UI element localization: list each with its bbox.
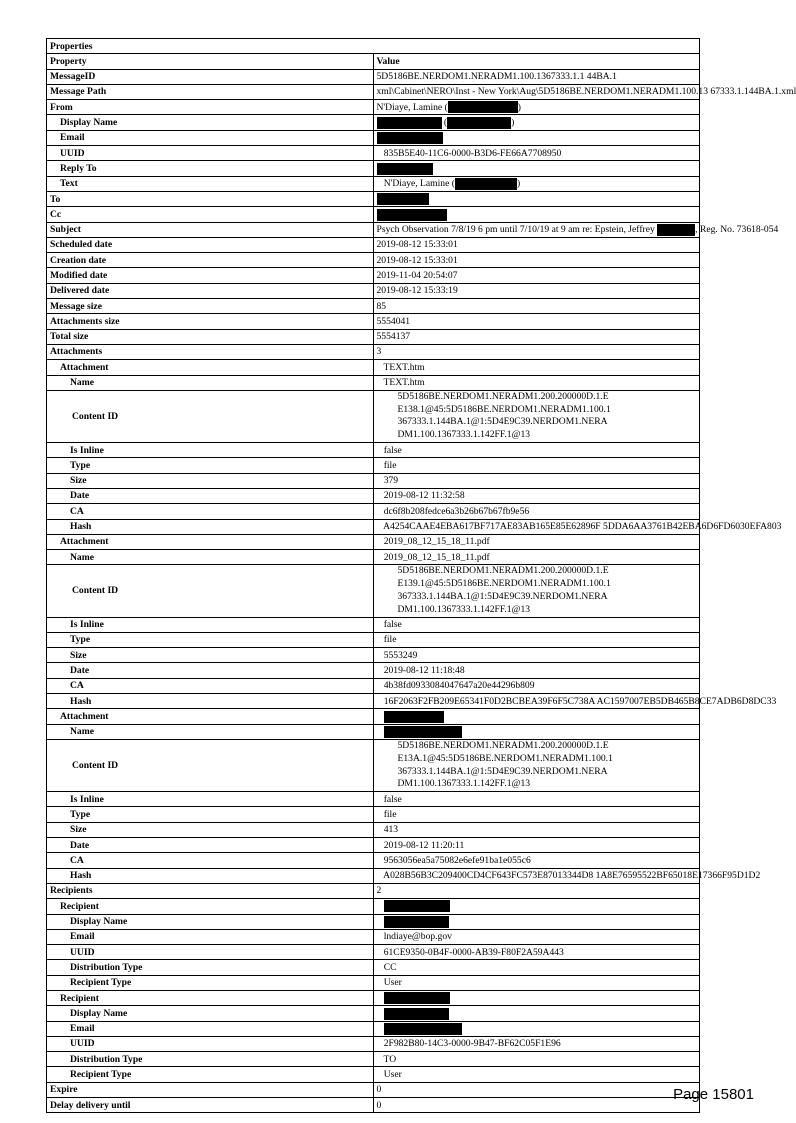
value-text xyxy=(377,1007,384,1020)
property-value xyxy=(373,899,700,914)
redaction-block xyxy=(384,1008,449,1020)
property-row xyxy=(47,207,700,222)
content-id-line: E138.1@45:5D5186BE.NERDOM1.NERADM1.100.1 xyxy=(397,403,611,415)
value-text: ( xyxy=(441,117,448,129)
property-row xyxy=(47,694,700,709)
property-label: Email xyxy=(47,130,374,145)
property-label: Content ID xyxy=(47,390,374,442)
property-label: Hash xyxy=(47,868,374,883)
property-row xyxy=(47,663,700,678)
value-column-header: Value xyxy=(373,54,700,69)
property-label: Recipient xyxy=(47,991,374,1006)
property-value: CC xyxy=(373,960,700,975)
redaction-block xyxy=(384,711,444,723)
property-value: 0 xyxy=(373,1098,700,1113)
property-label: Creation date xyxy=(47,253,374,268)
property-value xyxy=(373,991,700,1006)
value-text: ) xyxy=(511,117,515,129)
property-row xyxy=(47,648,700,663)
property-label: Hash xyxy=(47,694,374,709)
redaction-block xyxy=(384,1023,462,1035)
property-value: 2019-11-04 20:54:07 xyxy=(373,268,700,283)
property-label: Text xyxy=(47,176,374,191)
property-label: To xyxy=(47,191,374,206)
property-row xyxy=(47,360,700,375)
property-row xyxy=(47,807,700,822)
content-id-line: E139.1@45:5D5186BE.NERDOM1.NERADM1.100.1 xyxy=(397,578,611,590)
property-value: TO xyxy=(373,1052,700,1067)
property-label: MessageID xyxy=(47,69,374,84)
property-label: Type xyxy=(47,458,374,473)
content-id-line: 367333.1.144BA.1@1:5D4E9C39.NERDOM1.NERA DM1.100.1367333.1.142FF.1@13 xyxy=(397,765,608,790)
value-text: ) xyxy=(517,101,521,113)
property-value: 5554041 xyxy=(373,314,700,329)
value-text: , Reg. No. 73618-054 xyxy=(695,224,779,236)
property-value: User xyxy=(373,1067,700,1082)
property-value: file xyxy=(373,807,700,822)
property-value xyxy=(373,130,700,145)
property-row xyxy=(47,1006,700,1021)
property-row xyxy=(47,678,700,693)
property-label: Modified date xyxy=(47,268,374,283)
redaction-block xyxy=(384,900,450,912)
content-id-line: E13A.1@45:5D5186BE.NERDOM1.NERADM1.100.1 xyxy=(397,752,613,764)
property-label: Total size xyxy=(47,329,374,344)
property-row xyxy=(47,314,700,329)
redaction-block xyxy=(377,117,442,129)
property-value: User xyxy=(373,975,700,990)
property-row xyxy=(47,268,700,283)
property-row xyxy=(47,237,700,252)
property-row xyxy=(47,883,700,898)
property-row xyxy=(47,390,700,442)
property-label: Display Name xyxy=(47,914,374,929)
property-label: CA xyxy=(47,678,374,693)
property-value: 5554137 xyxy=(373,329,700,344)
property-value: 2019-08-12 11:20:11 xyxy=(373,838,700,853)
property-row xyxy=(47,161,700,176)
title-row xyxy=(47,39,700,54)
property-label: Attachment xyxy=(47,534,374,549)
value-text xyxy=(377,900,384,913)
property-label: Reply To xyxy=(47,161,374,176)
property-label: Is Inline xyxy=(47,792,374,807)
property-row xyxy=(47,115,700,130)
property-label: Attachments size xyxy=(47,314,374,329)
value-text xyxy=(377,725,384,738)
content-id-line: 5D5186BE.NERDOM1.NERADM1.200.200000D.1.E xyxy=(397,565,609,577)
content-id-line: 367333.1.144BA.1@1:5D4E9C39.NERDOM1.NERA DM1.100.1367333.1.142FF.1@13 xyxy=(397,590,608,615)
redaction-block xyxy=(448,101,518,113)
property-row xyxy=(47,519,700,534)
property-value: 5D5186BE.NERDOM1.NERADM1.100.1367333.1.1 44BA.1 xyxy=(373,69,700,84)
property-value: lndiaye@bop.gov xyxy=(373,929,700,944)
property-label: Recipient Type xyxy=(47,1067,374,1082)
value-text xyxy=(377,1022,384,1035)
property-row xyxy=(47,975,700,990)
value-text: ) xyxy=(516,178,521,190)
value-text: N'Diaye, Lamine ( xyxy=(376,178,455,190)
property-value: file xyxy=(373,458,700,473)
property-label: Attachment xyxy=(47,360,374,375)
property-label: Attachments xyxy=(47,344,374,359)
property-row xyxy=(47,945,700,960)
property-label: Email xyxy=(47,1021,374,1036)
property-row xyxy=(47,617,700,632)
property-value xyxy=(373,176,700,191)
property-value: 5553249 xyxy=(373,648,700,663)
redaction-block xyxy=(447,117,511,129)
property-label: Content ID xyxy=(47,565,374,617)
property-column-header: Property xyxy=(47,54,374,69)
property-value: A028B56B3C209400CD4CF643FC573E87013344D8 1A8E76595522BF65018E17366F95D1D2 xyxy=(373,868,700,883)
redaction-block xyxy=(377,163,433,175)
property-row xyxy=(47,69,700,84)
header-row xyxy=(47,54,700,69)
property-value: 2019_08_12_15_18_11.pdf xyxy=(373,550,700,565)
property-value xyxy=(373,914,700,929)
property-row xyxy=(47,130,700,145)
property-value: 413 xyxy=(373,822,700,837)
property-row xyxy=(47,1098,700,1113)
property-value xyxy=(373,222,779,237)
property-row xyxy=(47,375,700,390)
property-label: Name xyxy=(47,375,374,390)
property-value: 61CE9350-0B4F-0000-AB39-F80F2A59A443 xyxy=(373,945,700,960)
property-label: Size xyxy=(47,473,374,488)
redaction-block xyxy=(384,916,449,928)
redaction-block xyxy=(384,992,450,1004)
property-row xyxy=(47,283,700,298)
property-value: 16F2063F2FB209E65341F0D2BCBEA39F6F5C738A AC1597007EB5DB465B8CE7ADB6D8DC33 xyxy=(373,694,700,709)
property-value xyxy=(373,191,700,206)
property-row xyxy=(47,914,700,929)
property-value: 4b38fd0933084047647a20e44296b809 xyxy=(373,678,700,693)
property-row xyxy=(47,565,700,617)
table-title: Properties xyxy=(47,39,700,54)
property-value xyxy=(373,1021,700,1036)
property-value xyxy=(373,207,700,222)
property-value: xml\Cabinet\NERO\Inst - New York\Aug\5D5186BE.NERDOM1.NERADM1.100.13 67333.1.144BA.1.xml xyxy=(373,84,700,99)
redaction-block xyxy=(657,224,695,236)
property-value: 379 xyxy=(373,473,700,488)
page-number: Page 15801 xyxy=(673,1086,754,1103)
property-value xyxy=(373,115,700,130)
property-row xyxy=(47,344,700,359)
property-label: Recipient Type xyxy=(47,975,374,990)
property-label: UUID xyxy=(47,1036,374,1051)
property-value: 2019-08-12 11:32:58 xyxy=(373,488,700,503)
property-label: Is Inline xyxy=(47,443,374,458)
property-value: 9563056ea5a75082e6efe91ba1e055c6 xyxy=(373,853,700,868)
property-label: Delivered date xyxy=(47,283,374,298)
property-label: UUID xyxy=(47,146,374,161)
property-row xyxy=(47,84,700,99)
property-value: 2019-08-12 15:33:19 xyxy=(373,283,700,298)
property-row xyxy=(47,1067,700,1082)
redaction-block xyxy=(384,726,462,738)
property-value: false xyxy=(373,617,700,632)
property-row xyxy=(47,724,700,739)
property-row xyxy=(47,550,700,565)
property-row xyxy=(47,146,700,161)
property-value: TEXT.htm xyxy=(373,375,700,390)
value-text: Psych Observation 7/8/19 6 pm until 7/10/19 at 9 am re: Epstein, Jeffrey xyxy=(376,224,658,236)
content-id-line: 367333.1.144BA.1@1:5D4E9C39.NERDOM1.NERA DM1.100.1367333.1.142FF.1@13 xyxy=(397,416,608,441)
property-row xyxy=(47,100,700,115)
property-row xyxy=(47,838,700,853)
property-value: 2019_08_12_15_18_11.pdf xyxy=(373,534,700,549)
property-row xyxy=(47,504,700,519)
property-row xyxy=(47,792,700,807)
property-row xyxy=(47,329,700,344)
property-label: Type xyxy=(47,632,374,647)
property-value: 2F982B80-14C3-0000-9B47-BF62C05F1E96 xyxy=(373,1036,700,1051)
property-label: Recipients xyxy=(47,883,374,898)
property-row xyxy=(47,458,700,473)
property-row xyxy=(47,739,700,791)
property-row xyxy=(47,1021,700,1036)
property-label: CA xyxy=(47,853,374,868)
property-label: Display Name xyxy=(47,1006,374,1021)
property-value xyxy=(373,161,700,176)
redaction-block xyxy=(377,132,443,144)
property-row xyxy=(47,1052,700,1067)
property-value: 0 xyxy=(373,1082,700,1097)
property-label: Type xyxy=(47,807,374,822)
value-text xyxy=(377,710,384,723)
property-row xyxy=(47,899,700,914)
property-value xyxy=(373,709,700,724)
property-label: Attachment xyxy=(47,709,374,724)
property-label: Date xyxy=(47,663,374,678)
property-value: 85 xyxy=(373,299,700,314)
property-row xyxy=(47,473,700,488)
property-value: file xyxy=(373,632,700,647)
property-label: Message size xyxy=(47,299,374,314)
property-label: Distribution Type xyxy=(47,1052,374,1067)
property-label: Distribution Type xyxy=(47,960,374,975)
property-label: Recipient xyxy=(47,899,374,914)
property-label: Subject xyxy=(47,222,374,237)
property-label: Date xyxy=(47,488,374,503)
property-value xyxy=(373,390,700,442)
property-row xyxy=(47,868,700,883)
property-label: Name xyxy=(47,550,374,565)
property-label: Cc xyxy=(47,207,374,222)
property-row xyxy=(47,443,700,458)
property-row xyxy=(47,488,700,503)
value-text xyxy=(377,992,384,1005)
property-row xyxy=(47,709,700,724)
property-label: Email xyxy=(47,929,374,944)
property-value: A4254CAAE4EBA617BF717AE83AB165E85E62896F 5DDA6AA3761B42EBA6D6FD6030EFA803 xyxy=(373,519,700,534)
property-value xyxy=(373,1006,700,1021)
property-label: Message Path xyxy=(47,84,374,99)
property-label: Scheduled date xyxy=(47,237,374,252)
property-label: CA xyxy=(47,504,374,519)
property-value: false xyxy=(373,443,700,458)
property-value: TEXT.htm xyxy=(373,360,700,375)
property-label: Content ID xyxy=(47,739,374,791)
property-row xyxy=(47,960,700,975)
property-row xyxy=(47,1036,700,1051)
property-row xyxy=(47,853,700,868)
value-text xyxy=(377,915,384,928)
property-value xyxy=(373,739,700,791)
property-label: Expire xyxy=(47,1082,374,1097)
property-row xyxy=(47,176,700,191)
property-value: 835B5E40-11C6-0000-B3D6-FE66A7708950 xyxy=(373,146,700,161)
property-row xyxy=(47,299,700,314)
property-value: 2 xyxy=(373,883,700,898)
property-value: dc6f8b208fedce6a3b26b67b67fb9e56 xyxy=(373,504,700,519)
property-label: Date xyxy=(47,838,374,853)
property-label: Name xyxy=(47,724,374,739)
redaction-block xyxy=(377,209,447,221)
property-value: 2019-08-12 15:33:01 xyxy=(373,253,700,268)
property-label: Hash xyxy=(47,519,374,534)
property-label: Size xyxy=(47,822,374,837)
property-label: UUID xyxy=(47,945,374,960)
property-row xyxy=(47,534,700,549)
property-row xyxy=(47,822,700,837)
property-value: 3 xyxy=(373,344,700,359)
property-value: false xyxy=(373,792,700,807)
content-id-line: 5D5186BE.NERDOM1.NERADM1.200.200000D.1.E xyxy=(397,739,609,751)
content-id-line: 5D5186BE.NERDOM1.NERADM1.200.200000D.1.E xyxy=(397,390,609,402)
property-label: Size xyxy=(47,648,374,663)
property-row xyxy=(47,191,700,206)
property-label: Delay delivery until xyxy=(47,1098,374,1113)
value-text: N'Diaye, Lamine ( xyxy=(376,101,448,113)
property-row xyxy=(47,929,700,944)
property-value xyxy=(373,565,700,617)
property-row xyxy=(47,222,700,237)
property-label: From xyxy=(47,100,374,115)
property-row xyxy=(47,991,700,1006)
property-value: 2019-08-12 15:33:01 xyxy=(373,237,700,252)
redaction-block xyxy=(377,193,429,205)
property-row xyxy=(47,253,700,268)
property-value xyxy=(373,100,700,115)
property-row xyxy=(47,632,700,647)
property-value: 2019-08-12 11:18:48 xyxy=(373,663,700,678)
property-row xyxy=(47,1082,700,1097)
property-label: Display Name xyxy=(47,115,374,130)
property-value xyxy=(373,724,700,739)
property-label: Is Inline xyxy=(47,617,374,632)
redaction-block xyxy=(455,178,517,190)
